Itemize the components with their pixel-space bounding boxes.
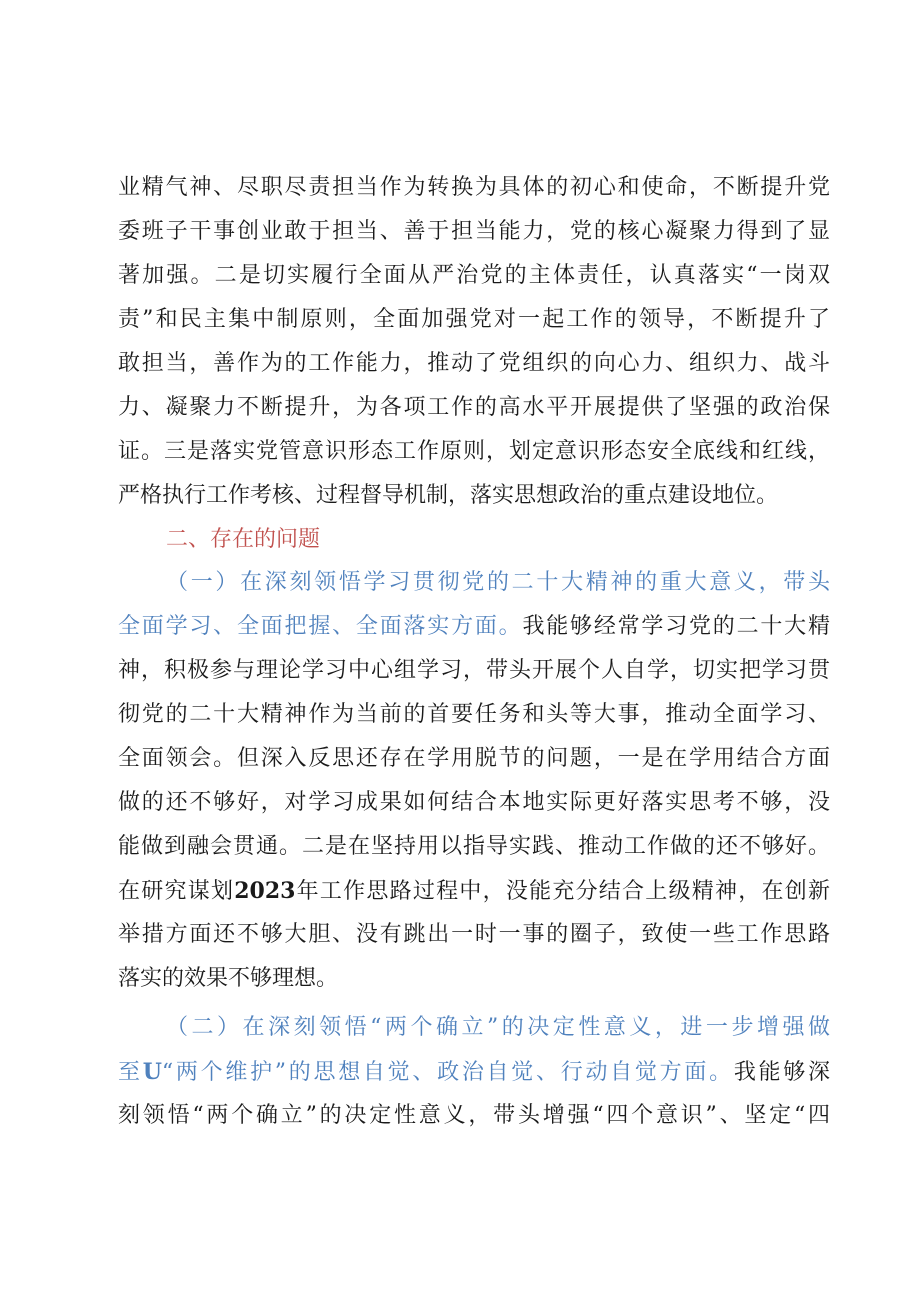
item-1-title-cont: 全面学习、全面把握、全面落实方面。: [118, 614, 523, 639]
item-1-line: [118, 607, 830, 647]
paragraph-line: 全面领会。但深入反思还存在学用脱节的问题，一是在学用结合方面: [118, 746, 830, 771]
item-1-text: 我能够经常学习党的二十大精: [522, 614, 830, 639]
paragraph-line: 业精气神、尽职尽责担当作为转换为具体的初心和使命，不断提升党: [118, 175, 830, 200]
year-prefix: 在研究谋划: [118, 879, 235, 904]
item-2-title-letter: U: [142, 1059, 162, 1085]
paragraph-line: 力、凝聚力不断提升，为各项工作的高水平开展提供了坚强的政治保: [118, 395, 830, 420]
item-2-line: [118, 1052, 830, 1092]
paragraph-line: [118, 871, 830, 911]
paragraph-line: 神，积极参与理论学习中心组学习，带头开展个人自学，切实把学习贯: [118, 658, 830, 683]
paragraph-line: 责”和民主集中制原则，全面加强党对一起工作的领导，不断提升了: [118, 307, 830, 332]
paragraph-line: 落实的效果不够理想。: [118, 966, 339, 991]
paragraph-line: 敢担当，善作为的工作能力，推动了党组织的向心力、组织力、战斗: [118, 351, 830, 376]
paragraph-line: 做的还不够好，对学习成果如何结合本地实际更好落实思考不够，没: [118, 790, 830, 815]
year-value: 2023: [234, 878, 296, 904]
paragraph-line: 严格执行工作考核、过程督导机制，落实思想政治的重点建设地位。: [118, 483, 779, 508]
item-2-title-prefix: 至: [118, 1060, 143, 1085]
item-2-text: 我能够深: [733, 1060, 830, 1085]
item-2-title-cont: “两个维护”的思想自觉、政治自觉、行动自觉方面。: [161, 1060, 734, 1085]
paragraph-line: 能做到融会贯通。二是在坚持用以指导实践、推动工作做的还不够好。: [118, 834, 830, 859]
paragraph-line: 彻党的二十大精神作为当前的首要任务和头等大事，推动全面学习、: [118, 702, 830, 727]
paragraph-line: 著加强。二是切实履行全面从严治党的主体责任，认真落实“一岗双: [118, 263, 830, 288]
paragraph-line: 刻领悟“两个确立”的决定性意义，带头增强“四个意识”、坚定“四: [118, 1103, 830, 1128]
year-suffix: 年工作思路过程中，没能充分结合上级精神，在创新: [295, 879, 830, 904]
item-2-title: （二）在深刻领悟“两个确立”的决定性意义，进一步增强做: [166, 1015, 830, 1040]
paragraph-line: 举措方面还不够大胆、没有跳出一时一事的圈子，致使一些工作思路: [118, 922, 830, 947]
item-1-title: （一）在深刻领悟学习贯彻党的二十大精神的重大意义，带头: [166, 570, 830, 595]
paragraph-line: 证。三是落实党管意识形态工作原则，划定意识形态安全底线和红线，: [118, 439, 830, 464]
section-heading: 二、存在的问题: [166, 527, 321, 552]
paragraph-line: 委班子干事创业敢于担当、善于担当能力，党的核心凝聚力得到了显: [118, 219, 830, 244]
